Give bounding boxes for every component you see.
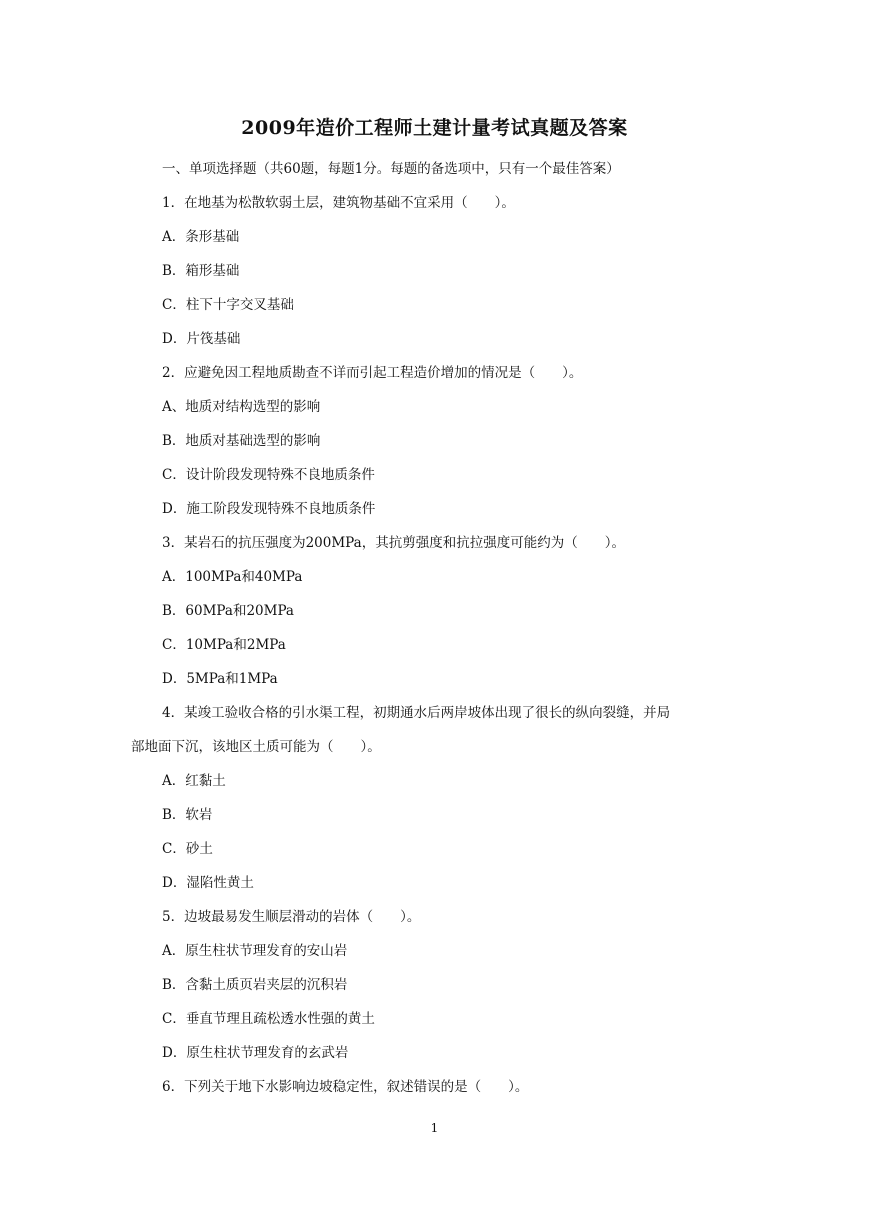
question-1-option-b: B．箱形基础 [162,263,240,279]
page-number: 1 [430,1121,439,1135]
question-1: 1．在地基为松散软弱土层，建筑物基础不宜采用（ ）。 [162,195,515,211]
question-3-option-d: D．5MPa和1MPa [162,671,278,687]
question-4-option-c: C．砂土 [162,841,213,857]
question-3-option-a: A．100MPa和40MPa [162,569,303,585]
question-4-option-b: B．软岩 [162,807,213,823]
question-6: 6．下列关于地下水影响边坡稳定性，叙述错误的是（ ）。 [162,1079,529,1095]
document-body [131,152,743,1104]
question-2: 2．应避免因工程地质勘查不详而引起工程造价增加的情况是（ ）。 [162,365,583,381]
question-4-option-d: D．湿陷性黄土 [162,875,254,891]
question-3: 3．某岩石的抗压强度为200MPa，其抗剪强度和抗拉强度可能约为（ ）。 [162,535,625,551]
question-5-option-d: D．原生柱状节理发育的玄武岩 [162,1045,349,1061]
question-5-option-a: A．原生柱状节理发育的安山岩 [162,943,348,959]
question-1-option-c: C．柱下十字交叉基础 [162,297,294,313]
question-3-option-b: B．60MPa和20MPa [162,603,294,619]
question-5: 5．边坡最易发生顺层滑动的岩体（ ）。 [162,909,421,925]
question-4: 4．某竣工验收合格的引水渠工程，初期通水后两岸坡体出现了很长的纵向裂缝，并局 [162,705,671,721]
question-3-option-c: C．10MPa和2MPa [162,637,286,653]
section-heading: 一、单项选择题（共60题，每题1分。每题的备选项中，只有一个最佳答案） [162,161,620,177]
question-2-option-c: C．设计阶段发现特殊不良地质条件 [162,467,375,483]
question-4-option-a: A．红黏土 [162,773,226,789]
question-2-option-b: B．地质对基础选型的影响 [162,433,321,449]
question-2-option-a: A、地质对结构选型的影响 [162,399,321,415]
question-5-option-b: B．含黏土质页岩夹层的沉积岩 [162,977,348,993]
question-4-continuation: 部地面下沉，该地区土质可能为（ ）。 [131,739,381,755]
question-2-option-d: D．施工阶段发现特殊不良地质条件 [162,501,376,517]
question-1-option-d: D．片筏基础 [162,331,241,347]
question-5-option-c: C．垂直节理且疏松透水性强的黄土 [162,1011,375,1027]
document-title: 2009年造价工程师土建计量考试真题及答案 [241,117,628,139]
question-1-option-a: A．条形基础 [162,229,240,245]
